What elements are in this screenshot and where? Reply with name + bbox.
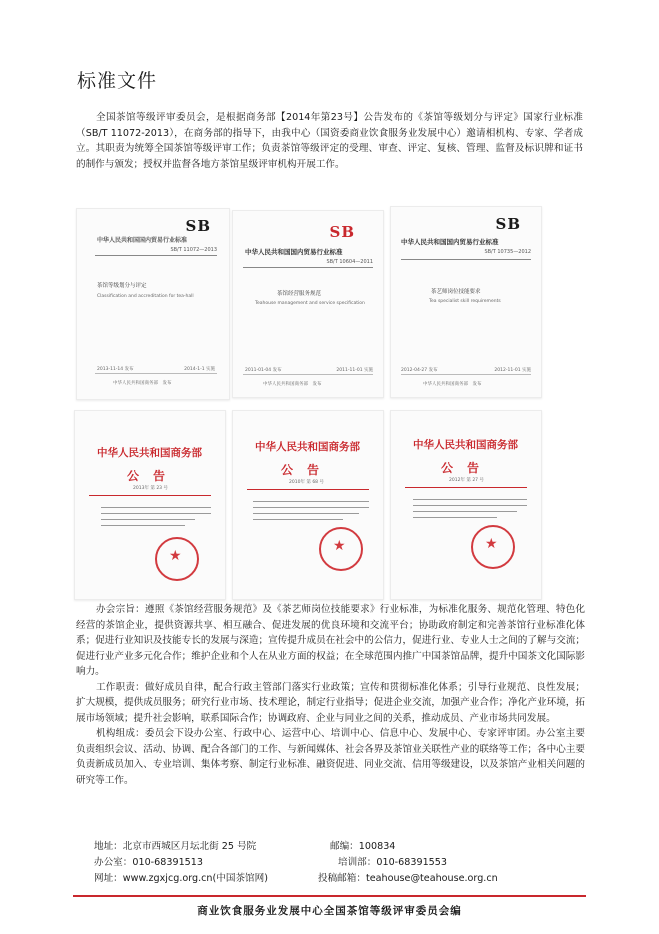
- notice-ministry: 中华人民共和国商务部: [97, 447, 202, 459]
- standard-code: SB/T 10735—2012: [484, 249, 531, 255]
- footer-publisher: 商业饮食服务业发展中心全国茶馆等级评审委员会编: [197, 905, 462, 917]
- standard-subtitle: Classification and accreditation for tea-hall: [97, 294, 194, 299]
- notice-page-2: [232, 410, 384, 600]
- notice-page-3: [390, 410, 542, 600]
- standard-code: SB/T 11072—2013: [170, 247, 217, 253]
- notice-number: 2012年 第 27 号: [449, 478, 484, 483]
- standard-title: 茶艺师岗位技能要求: [431, 289, 481, 295]
- issue-date: 2012-04-27 发布: [401, 368, 438, 373]
- impl-date: 2011-11-01 实施: [336, 368, 373, 373]
- contact-website: 网址：www.zgxjcg.org.cn(中国茶馆网): [94, 873, 268, 884]
- notice-label: 公告: [441, 461, 494, 475]
- standard-code: SB/T 10604—2011: [326, 259, 373, 265]
- mission-section: [76, 602, 585, 788]
- impl-date: 2014-1-1 实施: [184, 367, 215, 372]
- standard-header: 中华人民共和国国内贸易行业标准: [245, 248, 343, 256]
- standard-cover-1: [76, 208, 230, 400]
- duties-paragraph: 工作职责：做好成员自律，配合行政主管部门落实行业政策；宣传和贯彻标准化体系；引导行业规范、良性发展；扩大规模，提供成员服务；研究行业市场、技术理论，制定行业指导；促进企业交流，加强产业合作；净化产业环境，拓展市场领域；提升社会影响，联系国际合作；协调政府、企业与同业之间的关系，推动成员、产业市场共同发展。: [76, 681, 585, 724]
- notice-label: 公告: [127, 469, 180, 483]
- seal-icon: [471, 525, 515, 569]
- impl-date: 2012-11-01 实施: [494, 368, 531, 373]
- notice-number: 2010年 第 68 号: [289, 480, 324, 485]
- intro-paragraph: 全国茶馆等级评审委员会，是根据商务部【2014年第23号】公告发布的《茶馆等级划分与评定》国家行业标准（SB/T 11072-2013），在商务部的指导下，由我中心（国资委商业饮食服务业发展中心）邀请相机构、专家、学者成立。其职责为统筹全国茶馆等级评审工作；负责茶馆等级评定的受理、审查、评定、复核、管理、监督及标识牌和证书的制作与颁发；授权并监督各地方茶馆星级评审机构开展工作。: [76, 112, 583, 170]
- sb-logo: SB: [185, 217, 211, 235]
- notice-label: 公告: [281, 463, 334, 477]
- standard-subtitle: Teahouse management and service specification: [255, 301, 365, 306]
- notice-number: 2013年 第 23 号: [133, 486, 168, 491]
- issuer: 中华人民共和国商务部 发布: [423, 382, 482, 387]
- page-title: 标准文件: [77, 70, 158, 92]
- notice-ministry: 中华人民共和国商务部: [255, 441, 360, 453]
- sb-logo: SB: [329, 223, 355, 241]
- mission-paragraph: 办会宗旨：遵照《茶馆经营服务规范》及《茶艺师岗位技能要求》行业标准，为标准化服务、规范化管理、特色化经营的茶馆企业，提供资源共享、相互融合、促进发展的优良环境和交流平台；协助政府制定和完善茶馆行业标准化体系；促进行业知识及技能专长的发展与深造；宣传提升成员在社会中的公信力，促进行业、专业人士之间的了解与交流；促进行业产业多元化合作；维护企业和个人在从业方面的权益；在全球范围内推广中国茶馆品牌，提升中国茶文化国际影响力。: [76, 604, 585, 677]
- contact-office-phone: 办公室：010-68391513: [94, 857, 203, 868]
- standard-header: 中华人民共和国国内贸易行业标准: [97, 237, 188, 244]
- contact-address: 地址：北京市西城区月坛北街 25 号院: [94, 841, 257, 852]
- structure-paragraph: 机构组成：委员会下设办公室、行政中心、运营中心、培训中心、信息中心、发展中心、专家评审团。办公室主要负责组织会议、活动、协调、配合各部门的工作、与新闻媒体、社会各界及茶馆业关联性产业的联络等工作；各中心主要负责新成员加入、专业培训、集体考察、制定行业标准、融资促进、同业交流、信用等级建设，以及茶馆产业相关问题的研究等工作。: [76, 728, 585, 786]
- contact-postcode: 邮编：100834: [330, 841, 396, 852]
- notice-ministry: 中华人民共和国商务部: [413, 439, 518, 451]
- notice-page-1: [74, 410, 226, 600]
- sb-logo: SB: [495, 215, 521, 233]
- standard-subtitle: Tea specialist skill requirements: [429, 299, 501, 304]
- issuer: 中华人民共和国商务部 发布: [263, 382, 322, 387]
- standard-title: 茶馆等级划分与评定: [97, 283, 147, 289]
- standard-cover-2: [232, 210, 384, 398]
- document-scans: [72, 204, 585, 600]
- standard-cover-3: [390, 206, 542, 398]
- footer-divider: [73, 895, 586, 897]
- seal-icon: [155, 537, 199, 581]
- standard-title: 茶馆经营服务规范: [277, 291, 322, 297]
- standard-header: 中华人民共和国国内贸易行业标准: [401, 238, 499, 246]
- contact-training-phone: 培训部：010-68391553: [338, 857, 447, 868]
- seal-icon: [319, 527, 363, 571]
- issuer: 中华人民共和国商务部 发布: [113, 381, 172, 386]
- issue-date: 2011-01-04 发布: [245, 368, 282, 373]
- issue-date: 2013-11-14 发布: [97, 367, 134, 372]
- contact-email: 投稿邮箱：teahouse@teahouse.org.cn: [318, 873, 498, 884]
